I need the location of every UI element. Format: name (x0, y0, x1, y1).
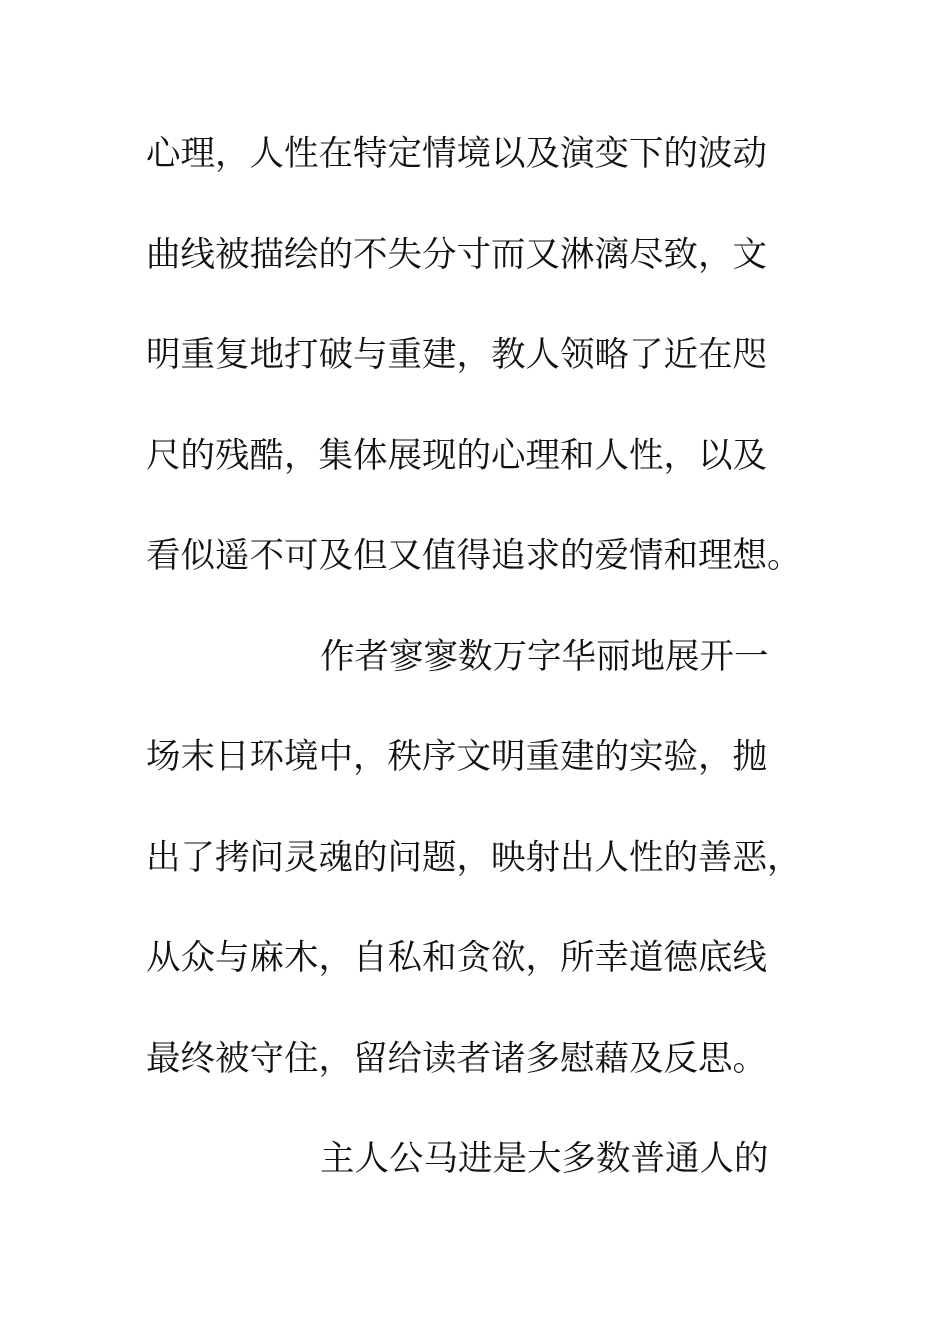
text-line: 看似遥不可及但又值得追求的爱情和理想。 (146, 536, 802, 576)
text-line: 场末日环境中，秩序文明重建的实验，抛 (146, 737, 767, 777)
text-line: 心理，人性在特定情境以及演变下的波动 (146, 134, 767, 174)
text-line: 从众与麻木，自私和贪欲，所幸道德底线 (146, 938, 767, 978)
paragraph-start-line: 作者寥寥数万字华丽地展开一 (320, 636, 769, 677)
text-line: 出了拷问灵魂的问题，映射出人性的善恶， (146, 837, 802, 878)
paragraph-start-line: 主人公马进是大多数普通人的 (320, 1139, 769, 1179)
text-line: 曲线被描绘的不失分寸而又淋漓尽致，文 (146, 234, 767, 275)
text-line: 最终被守住，留给读者诸多慰藉及反思。 (146, 1038, 767, 1079)
body-text (146, 126, 806, 1232)
text-line: 尺的残酷，集体展现的心理和人性，以及 (146, 435, 767, 476)
text-line: 明重复地打破与重建，教人领略了近在咫 (146, 335, 767, 375)
